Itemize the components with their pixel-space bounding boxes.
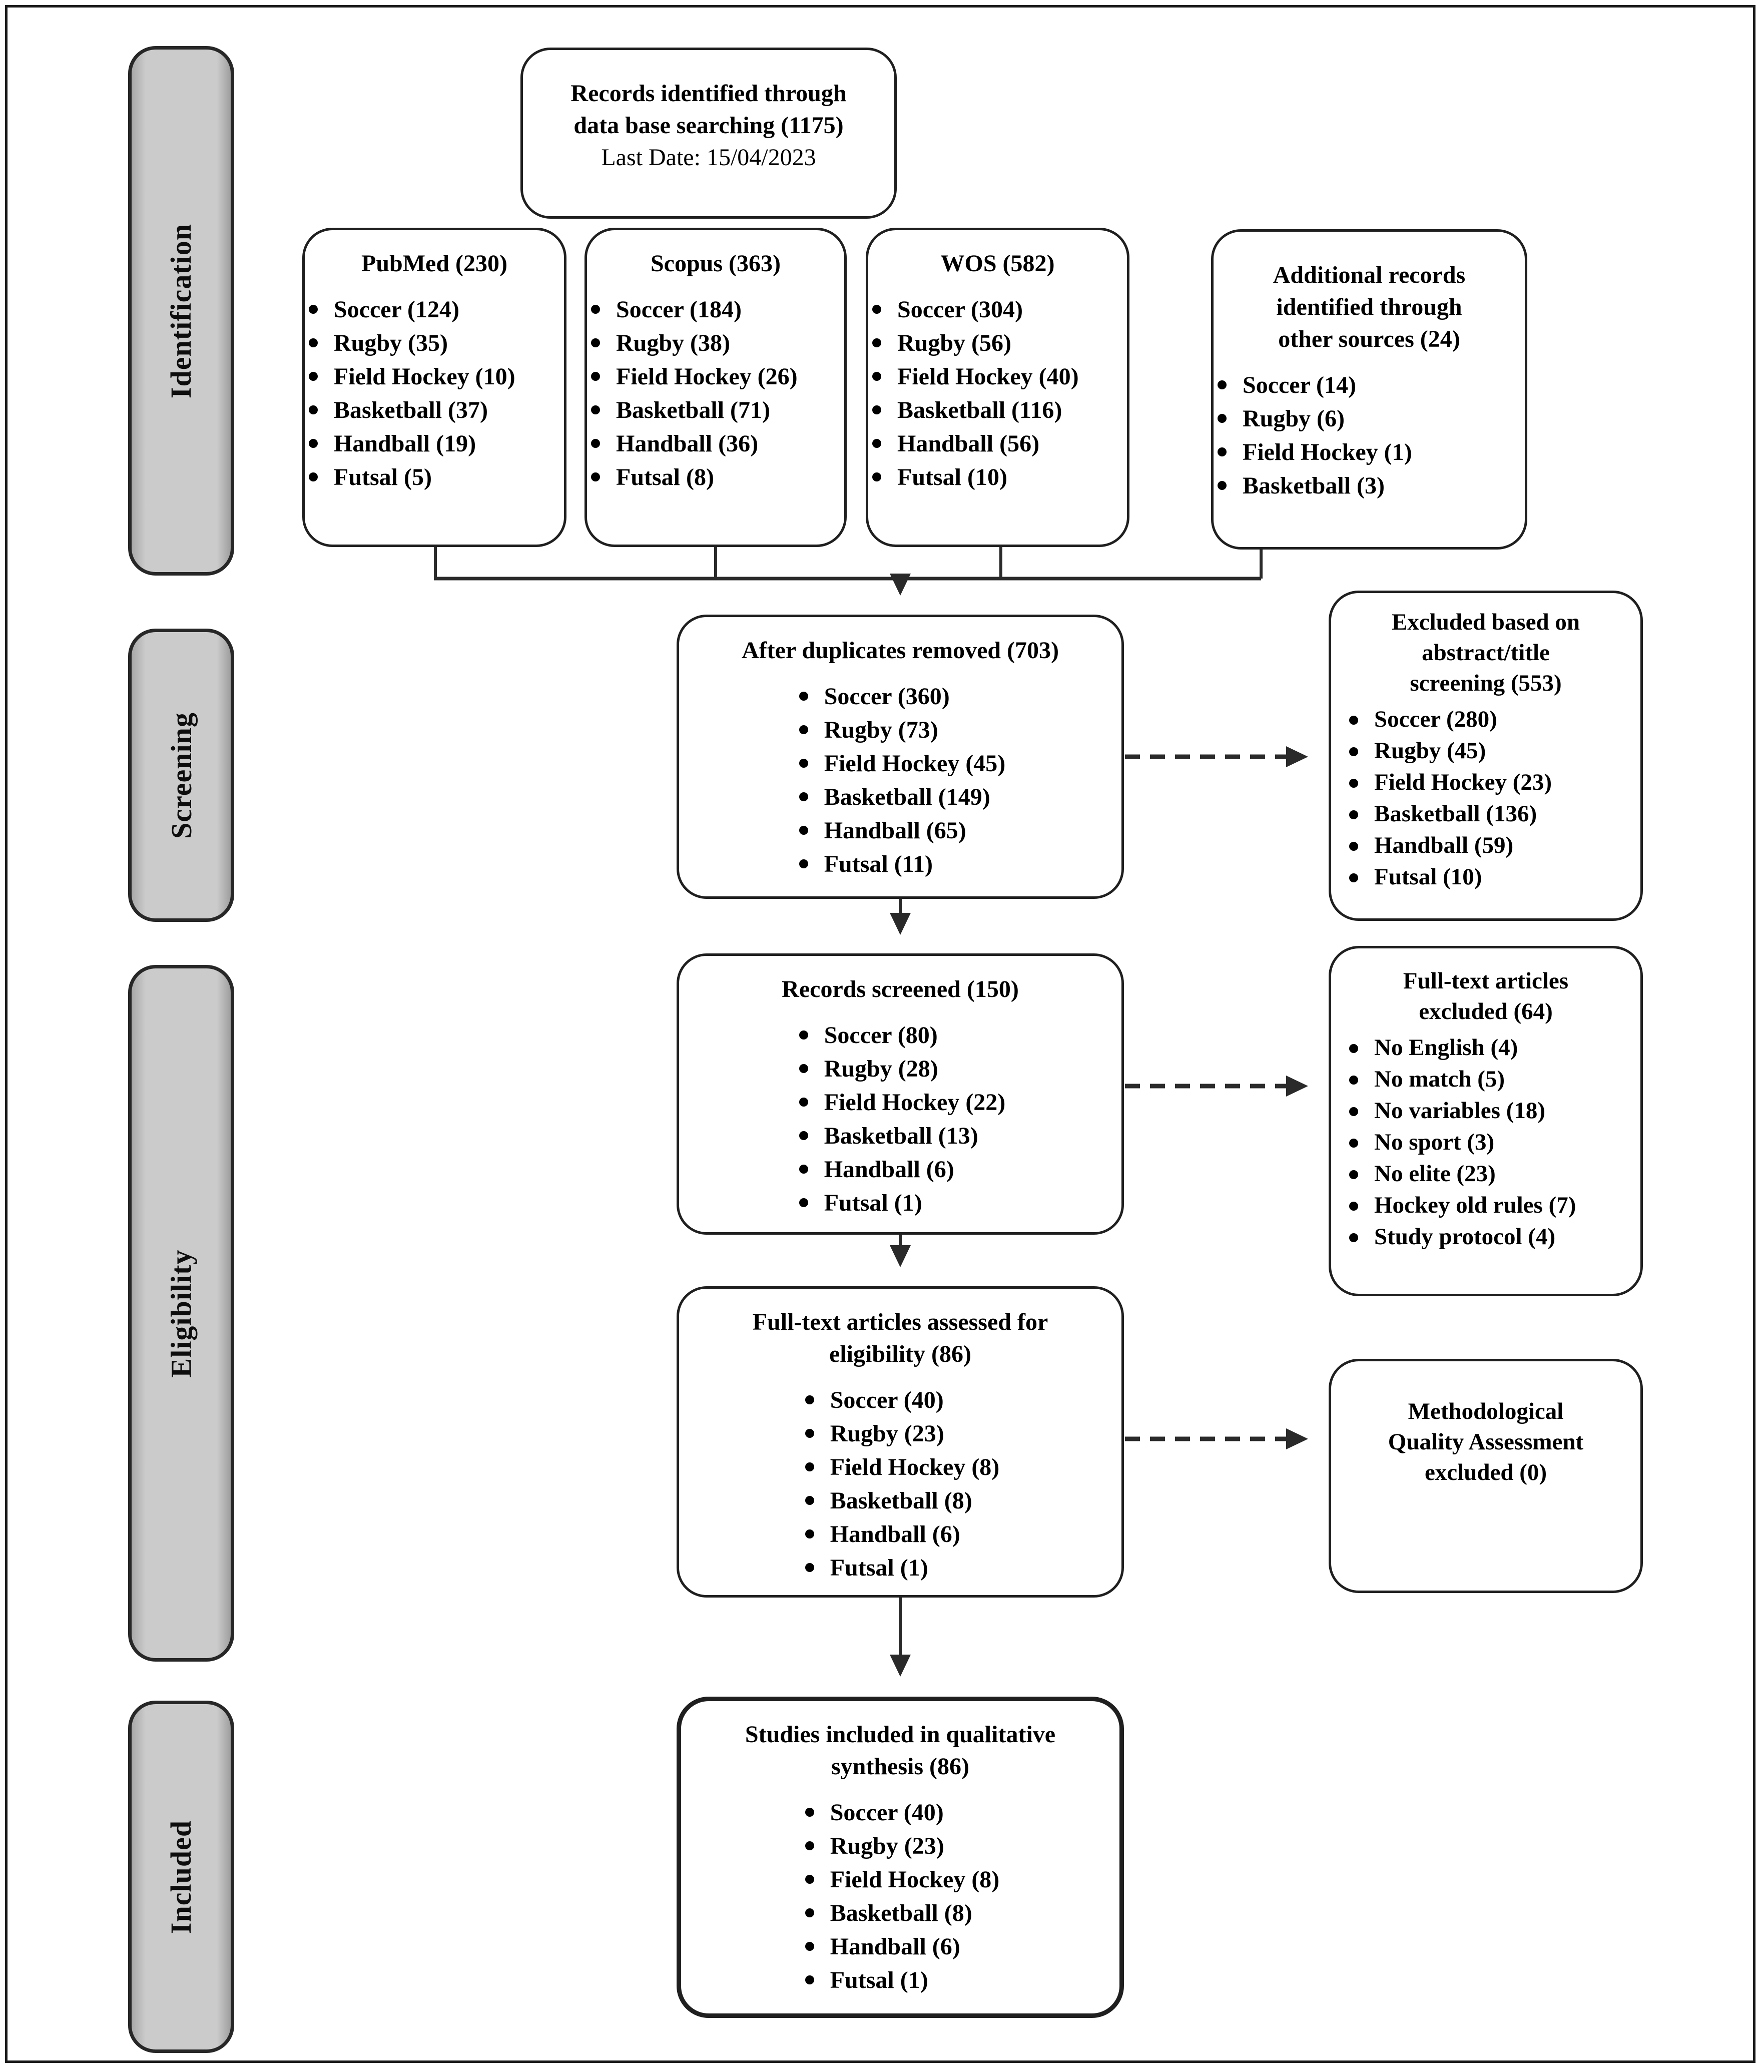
fulltext-assessed-title-line1: Full-text articles assessed for	[752, 1309, 1048, 1335]
list-item: Field Hockey (1)	[1214, 435, 1525, 469]
list-item: Handball (56)	[868, 427, 1127, 460]
box-fulltext-excluded	[1329, 946, 1643, 1296]
list-item: Field Hockey (10)	[305, 360, 564, 393]
list-item: Basketball (71)	[587, 393, 844, 427]
list-item: Rugby (6)	[1214, 402, 1525, 435]
box-methodological-excluded	[1329, 1359, 1643, 1593]
list-item: No sport (3)	[1345, 1127, 1640, 1158]
records-identified-title	[523, 78, 894, 142]
list-item: No match (5)	[1345, 1064, 1640, 1095]
methodological-title-line2: Quality Assessment	[1388, 1429, 1584, 1455]
list-item: Rugby (35)	[305, 326, 564, 360]
box-wos	[866, 228, 1129, 547]
list-item: Handball (59)	[1345, 830, 1640, 861]
after-duplicates-list	[795, 680, 1006, 881]
list-item: Soccer (304)	[868, 293, 1127, 326]
stage-screening-label: Screening	[165, 712, 198, 839]
wos-list	[868, 293, 1127, 494]
box-records-screened	[677, 953, 1124, 1235]
stage-eligibility-label: Eligibility	[165, 1249, 198, 1377]
records-screened-list	[795, 1018, 1006, 1220]
studies-included-title-line2: synthesis (86)	[831, 1753, 970, 1780]
list-item: Field Hockey (45)	[795, 747, 1006, 780]
list-item: Rugby (56)	[868, 326, 1127, 360]
wos-title: WOS (582)	[940, 250, 1055, 277]
excluded-screening-title	[1331, 607, 1640, 699]
fulltext-excluded-title-line2: excluded (64)	[1419, 998, 1553, 1024]
list-item: Soccer (40)	[801, 1796, 1000, 1829]
list-item: Basketball (3)	[1214, 469, 1525, 502]
list-item: Field Hockey (8)	[801, 1450, 1000, 1484]
list-item: Rugby (23)	[801, 1829, 1000, 1863]
list-item: Soccer (14)	[1214, 368, 1525, 402]
list-item: Soccer (40)	[801, 1383, 1000, 1417]
list-item: Futsal (10)	[1345, 861, 1640, 893]
list-item: No elite (23)	[1345, 1158, 1640, 1190]
list-item: No English (4)	[1345, 1032, 1640, 1064]
list-item: Handball (6)	[795, 1153, 1006, 1186]
box-fulltext-assessed	[677, 1286, 1124, 1598]
box-pubmed	[302, 228, 566, 547]
studies-included-list	[801, 1796, 1000, 1997]
list-item: Futsal (1)	[795, 1186, 1006, 1220]
scopus-title: Scopus (363)	[650, 250, 781, 277]
list-item: Futsal (11)	[795, 847, 1006, 881]
excluded-screening-title-line3: screening (553)	[1410, 670, 1562, 696]
methodological-excluded-title	[1331, 1396, 1640, 1488]
list-item: Field Hockey (40)	[868, 360, 1127, 393]
scopus-list	[587, 293, 844, 494]
list-item: Field Hockey (26)	[587, 360, 844, 393]
list-item: Futsal (5)	[305, 460, 564, 494]
list-item: Soccer (124)	[305, 293, 564, 326]
after-duplicates-title: After duplicates removed (703)	[741, 637, 1059, 664]
box-records-identified	[520, 48, 897, 219]
box-after-duplicates	[677, 615, 1124, 899]
records-identified-date: Last Date: 15/04/2023	[601, 144, 816, 171]
stage-eligibility	[128, 965, 234, 1662]
list-item: No variables (18)	[1345, 1095, 1640, 1127]
box-studies-included	[677, 1697, 1124, 2018]
list-item: Basketball (37)	[305, 393, 564, 427]
stage-identification	[128, 46, 234, 576]
methodological-title-line1: Methodological	[1408, 1398, 1564, 1424]
additional-records-list	[1214, 368, 1525, 502]
list-item: Futsal (8)	[587, 460, 844, 494]
list-item: Handball (6)	[801, 1930, 1000, 1963]
additional-title-line1: Additional records	[1273, 262, 1466, 288]
list-item: Rugby (23)	[801, 1417, 1000, 1450]
list-item: Futsal (10)	[868, 460, 1127, 494]
list-item: Handball (65)	[795, 814, 1006, 847]
stage-screening	[128, 629, 234, 922]
methodological-title-line3: excluded (0)	[1424, 1459, 1547, 1485]
list-item: Soccer (280)	[1345, 704, 1640, 735]
list-item: Basketball (8)	[801, 1484, 1000, 1517]
list-item: Handball (36)	[587, 427, 844, 460]
list-item: Futsal (1)	[801, 1551, 1000, 1585]
list-item: Soccer (80)	[795, 1018, 1006, 1052]
additional-title-line2: identified through	[1276, 294, 1462, 320]
list-item: Basketball (13)	[795, 1119, 1006, 1153]
fulltext-excluded-title-line1: Full-text articles	[1403, 968, 1569, 994]
studies-included-title	[681, 1719, 1119, 1783]
pubmed-list	[305, 293, 564, 494]
list-item: Rugby (38)	[587, 326, 844, 360]
list-item: Field Hockey (22)	[795, 1086, 1006, 1119]
fulltext-assessed-title-line2: eligibility (86)	[829, 1341, 971, 1367]
list-item: Basketball (149)	[795, 780, 1006, 814]
list-item: Basketball (116)	[868, 393, 1127, 427]
list-item: Field Hockey (23)	[1345, 767, 1640, 798]
list-item: Handball (19)	[305, 427, 564, 460]
additional-title-line3: other sources (24)	[1278, 326, 1460, 352]
list-item: Soccer (184)	[587, 293, 844, 326]
list-item: Hockey old rules (7)	[1345, 1190, 1640, 1221]
stage-identification-label: Identification	[165, 223, 198, 398]
stage-included-label: Included	[165, 1820, 198, 1934]
box-additional-records	[1211, 229, 1527, 550]
list-item: Basketball (136)	[1345, 798, 1640, 830]
records-screened-title: Records screened (150)	[782, 976, 1019, 1002]
list-item: Field Hockey (8)	[801, 1863, 1000, 1896]
excluded-screening-list	[1345, 704, 1640, 893]
list-item: Soccer (360)	[795, 680, 1006, 713]
list-item: Rugby (73)	[795, 713, 1006, 747]
list-item: Basketball (8)	[801, 1896, 1000, 1930]
list-item: Futsal (1)	[801, 1963, 1000, 1997]
stage-included	[128, 1701, 234, 2053]
list-item: Rugby (28)	[795, 1052, 1006, 1086]
studies-included-title-line1: Studies included in qualitative	[745, 1721, 1056, 1748]
box-excluded-screening	[1329, 591, 1643, 921]
pubmed-title: PubMed (230)	[361, 250, 507, 277]
fulltext-assessed-title	[679, 1306, 1121, 1370]
records-identified-title-line2: data base searching (1175)	[573, 112, 844, 139]
records-identified-title-line1: Records identified through	[570, 80, 847, 107]
additional-records-title	[1214, 259, 1525, 355]
list-item: Handball (6)	[801, 1517, 1000, 1551]
list-item: Rugby (45)	[1345, 735, 1640, 767]
excluded-screening-title-line2: abstract/title	[1422, 640, 1550, 666]
fulltext-excluded-list	[1345, 1032, 1640, 1253]
list-item: Study protocol (4)	[1345, 1221, 1640, 1253]
excluded-screening-title-line1: Excluded based on	[1391, 609, 1580, 635]
fulltext-excluded-title	[1331, 966, 1640, 1027]
box-scopus	[584, 228, 847, 547]
fulltext-assessed-list	[801, 1383, 1000, 1585]
